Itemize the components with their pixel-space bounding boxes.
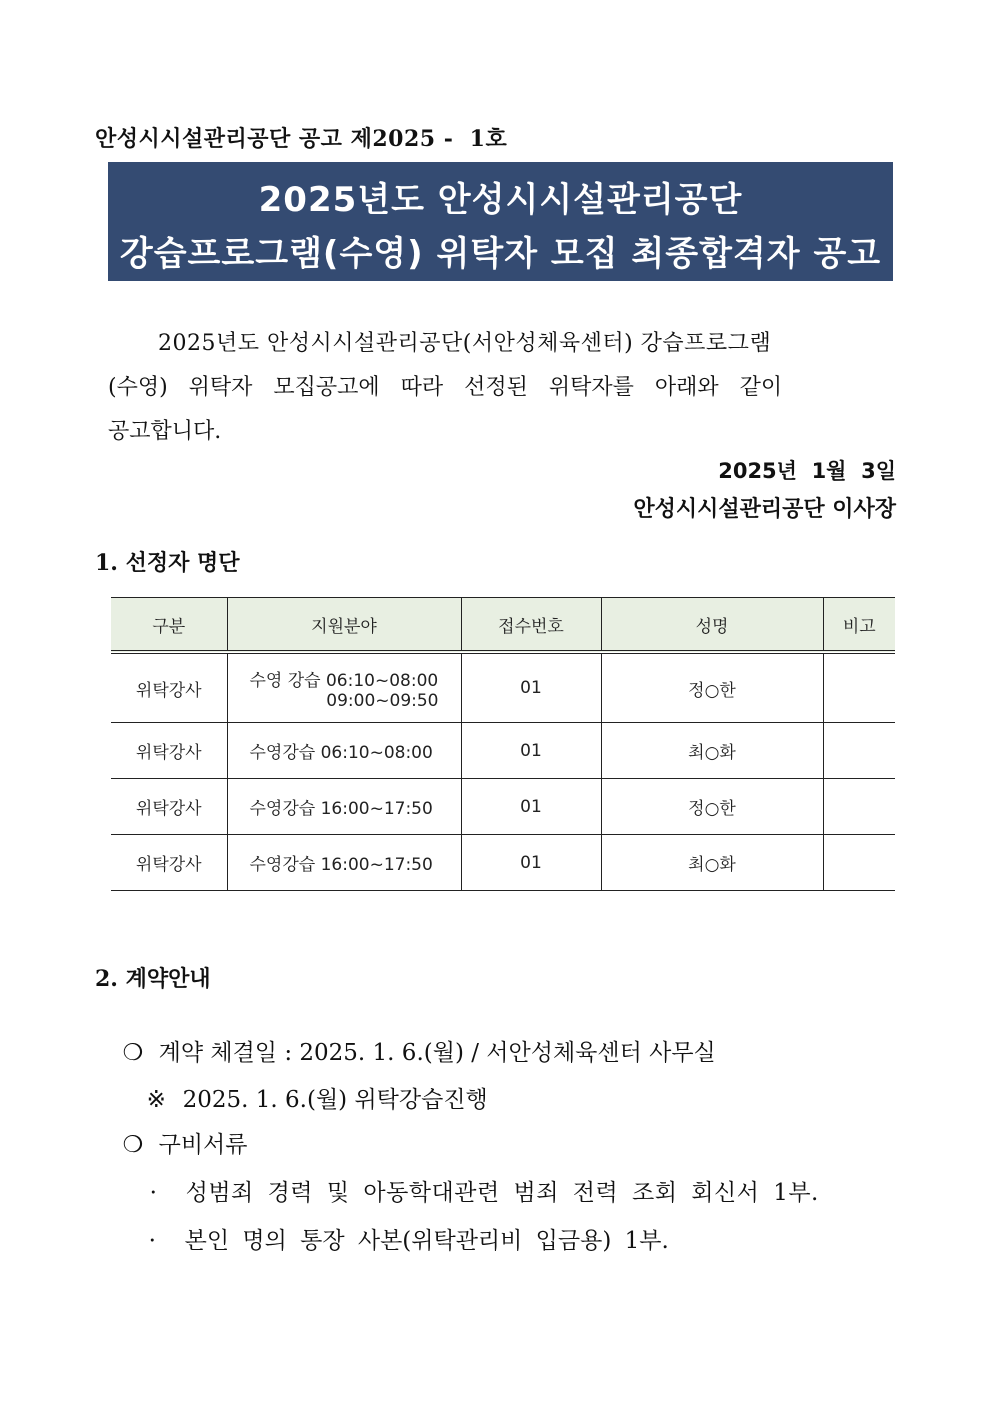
title-line-1: 2025년도 안성시시설관리공단: [258, 180, 743, 220]
intro-line-2: (수영) 위탁자 모집공고에 따라 선정된 위탁자를 아래와 같이: [108, 375, 783, 400]
required-docs-text: 구비서류: [158, 1132, 248, 1158]
circle-bullet-icon: ❍: [122, 1132, 144, 1158]
cell-note: [823, 835, 895, 891]
reference-mark-icon: ※: [146, 1087, 166, 1113]
cell-field: 수영강습 16:00~17:50: [227, 835, 461, 891]
col-header-number: 접수번호: [461, 598, 601, 653]
cell-field-line-1: 수영 강습 06:10~08:00: [249, 670, 439, 691]
cell-name: 최○화: [601, 723, 823, 779]
dot-bullet-icon: ·: [148, 1228, 156, 1254]
cell-number: 01: [461, 723, 601, 779]
cell-category: 위탁강사: [111, 779, 227, 835]
cell-field-line-2: 09:00~09:50: [326, 690, 439, 711]
col-header-name: 성명: [601, 598, 823, 653]
dot-bullet-icon: ·: [149, 1180, 158, 1206]
selection-table: [111, 597, 895, 891]
issuer: 안성시시설관리공단 이사장: [633, 497, 896, 522]
doc-text: 성범죄 경력 및 아동학대관련 범죄 전력 조회 회신서 1부.: [185, 1180, 819, 1206]
cell-number: 01: [461, 652, 601, 723]
list-item: [122, 1196, 669, 1255]
section-1-title: 1. 선정자 명단: [95, 550, 240, 576]
cell-category: 위탁강사: [111, 835, 227, 891]
cell-category: 위탁강사: [111, 723, 227, 779]
cell-name: 최○화: [601, 835, 823, 891]
cell-number: 01: [461, 779, 601, 835]
table-row: [111, 723, 895, 779]
col-header-field: 지원분야: [227, 598, 461, 653]
notice-number: 안성시시설관리공단 공고 제2025 - 1호: [95, 126, 508, 152]
cell-field: 수영강습 06:10~08:00: [227, 723, 461, 779]
cell-note: [823, 779, 895, 835]
title-banner: [108, 162, 893, 281]
cell-name: 정○한: [601, 652, 823, 723]
contract-note-text: 2025. 1. 6.(월) 위탁강습진행: [182, 1087, 488, 1113]
intro-paragraph: [108, 322, 856, 454]
table-row: [111, 835, 895, 891]
doc-text: 본인 명의 통장 사본(위탁관리비 입금용) 1부.: [184, 1228, 669, 1254]
title-line-2: 강습프로그램(수영) 위탁자 모집 최종합격자 공고: [119, 234, 882, 274]
cell-number: 01: [461, 835, 601, 891]
table-header-row: [111, 598, 895, 653]
table-row: [111, 779, 895, 835]
col-header-note: 비고: [823, 598, 895, 653]
col-header-category: 구분: [111, 598, 227, 653]
circle-bullet-icon: ❍: [122, 1040, 144, 1066]
intro-line-1: 2025년도 안성시시설관리공단(서안성체육센터) 강습프로그램: [158, 331, 772, 356]
cell-field: 수영강습 16:00~17:50: [227, 779, 461, 835]
intro-line-3: 공고합니다.: [108, 419, 222, 444]
announcement-date: 2025년 1월 3일: [718, 459, 896, 483]
cell-note: [823, 652, 895, 723]
cell-field: [227, 652, 461, 723]
section-2-title: 2. 계약안내: [95, 966, 211, 992]
cell-category: 위탁강사: [111, 652, 227, 723]
cell-note: [823, 723, 895, 779]
contract-date-text: 계약 체결일 : 2025. 1. 6.(월) / 서안성체육센터 사무실: [158, 1040, 716, 1066]
cell-name: 정○한: [601, 779, 823, 835]
table-row: [111, 652, 895, 723]
